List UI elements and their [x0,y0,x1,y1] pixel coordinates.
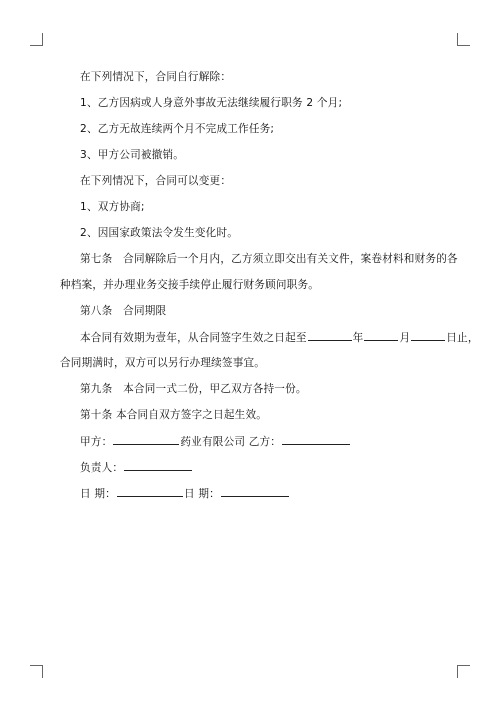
text-line: 第十条 本合同自双方签字之日起生效。 [80,409,268,421]
text-line: 合同期满时，双方可以另行办理续签事宜。 [60,357,266,369]
day-blank [411,330,445,341]
text-line: 第七条 合同解除后一个月内，乙方须立即交出有关文件，案卷材料和财务的各 [80,253,458,265]
party-b-label: 药业有限公司 乙方： [180,436,282,448]
party-a-blank [113,434,179,445]
date-a-blank [117,486,183,497]
text-line: 在下列情况下，合同自行解除： [80,71,232,83]
text-line: 2、乙方无故连续两个月不完成工作任务; [80,123,275,135]
term-text: 本合同有效期为壹年，从合同签字生效之日起至 [80,332,307,344]
text-line: 第九条 本合同一式二份，甲乙双方各持一份。 [80,383,307,395]
day-label: 日止， [446,332,479,344]
text-line: 1、双方协商; [80,201,145,213]
date-line [80,486,290,501]
crop-mark-top-right [457,33,470,46]
responsible-label: 负责人： [80,462,124,474]
date-b-label: 日 期： [183,488,220,500]
crop-mark-bottom-right [457,665,470,678]
date-a-label: 日 期： [80,488,116,500]
year-label: 年 [352,332,364,344]
crop-mark-top-left [30,33,43,46]
text-line: 2、因国家政策法令发生变化时。 [80,227,239,239]
term-line [80,330,479,345]
month-label: 月 [399,332,411,344]
text-line: 3、甲方公司被撤销。 [80,149,185,161]
year-blank [308,330,352,341]
text-line: 在下列情况下，合同可以变更： [80,175,232,187]
party-line [80,434,351,449]
party-b-blank [282,434,350,445]
text-line: 第八条 合同期限 [80,305,167,317]
responsible-line [80,460,193,475]
date-b-blank [221,486,289,497]
responsible-blank [124,460,192,471]
text-line: 1、乙方因病或人身意外事故无法继续履行职务 2 个月; [80,97,343,109]
crop-mark-bottom-left [30,665,43,678]
party-a-label: 甲方： [80,436,113,448]
text-line: 种档案，并办理业务交接手续停止履行财务顾问职务。 [60,279,320,291]
month-blank [364,330,398,341]
